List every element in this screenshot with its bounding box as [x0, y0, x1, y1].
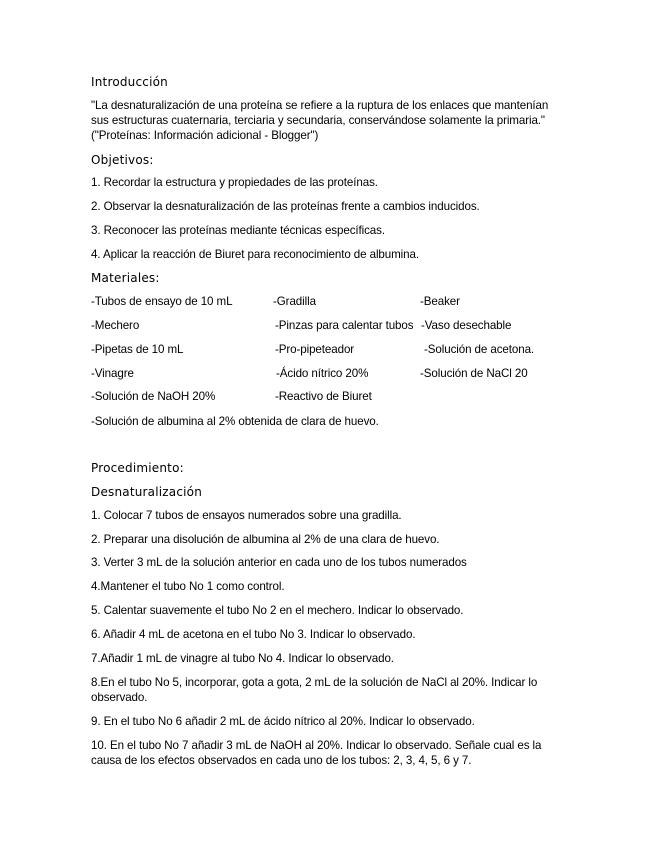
material-item: -Solución de acetona.: [424, 343, 535, 356]
material-item: -Solución de NaOH 20%: [91, 390, 216, 403]
intro-quote: "La desnaturalización de una proteína se refiere a la ruptura de los enlaces que mantenían sus estructuras cuaternaria, terciaria y secundaria, conservándose solamente la primaria." ("Proteínas: Información adicional - Blogger"): [91, 99, 549, 142]
procedure-step: 5. Calentar suavemente el tubo No 2 en el mechero. Indicar lo observado.: [91, 604, 464, 617]
material-item: -Beaker: [420, 295, 460, 308]
procedure-step: 2. Preparar una disolución de albumina al 2% de una clara de huevo.: [91, 533, 440, 546]
objective-item: 4. Aplicar la reacción de Biuret para reconocimiento de albumina.: [91, 248, 419, 261]
intro-heading: Introducción: [91, 75, 168, 89]
material-item: -Vinagre: [91, 367, 134, 380]
material-item: -Gradilla: [273, 295, 316, 308]
procedure-step: 4.Mantener el tubo No 1 como control.: [91, 580, 285, 593]
material-item: -Tubos de ensayo de 10 mL: [91, 295, 233, 308]
material-item: -Pinzas para calentar tubos: [275, 319, 414, 332]
procedure-step: 10. En el tubo No 7 añadir 3 mL de NaOH al 20%. Indicar lo observado. Señale cual es la causa de los efectos observados en cada uno de los tubos: 2, 3, 4, 5, 6 y 7.: [91, 739, 542, 767]
objective-item: 1. Recordar la estructura y propiedades de las proteínas.: [91, 176, 378, 189]
procedure-step: 7.Añadir 1 mL de vinagre al tubo No 4. Indicar lo observado.: [91, 652, 394, 665]
procedure-step: 1. Colocar 7 tubos de ensayos numerados sobre una gradilla.: [91, 509, 402, 522]
material-item: -Pipetas de 10 mL: [91, 343, 184, 356]
procedure-step: 9. En el tubo No 6 añadir 2 mL de ácido nítrico al 20%. Indicar lo observado.: [91, 715, 475, 728]
material-item: -Pro-pipeteador: [275, 343, 355, 356]
procedure-subheading: Desnaturalización: [91, 485, 203, 499]
procedure-step: 3. Verter 3 mL de la solución anterior en cada uno de los tubos numerados: [91, 556, 467, 569]
material-item: -Solución de albumina al 2% obtenida de clara de huevo.: [91, 415, 379, 428]
procedure-step: 6. Añadir 4 mL de acetona en el tubo No 3. Indicar lo observado.: [91, 628, 416, 641]
objective-item: 3. Reconocer las proteínas mediante técnicas específicas.: [91, 224, 385, 237]
procedure-heading: Procedimiento:: [91, 461, 184, 475]
material-item: -Solución de NaCl 20: [420, 367, 528, 380]
material-item: -Mechero: [91, 319, 140, 332]
material-item: -Ácido nítrico 20%: [276, 367, 369, 380]
objective-item: 2. Observar la desnaturalización de las proteínas frente a cambios inducidos.: [91, 200, 480, 213]
material-item: -Vaso desechable: [421, 319, 512, 332]
materials-heading: Materiales:: [91, 271, 160, 285]
procedure-step: 8.En el tubo No 5, incorporar, gota a gota, 2 mL de la solución de NaCl al 20%. Indicar lo observado.: [91, 676, 538, 704]
material-item: -Reactivo de Biuret: [275, 390, 372, 403]
objectives-heading: Objetivos:: [91, 153, 154, 167]
